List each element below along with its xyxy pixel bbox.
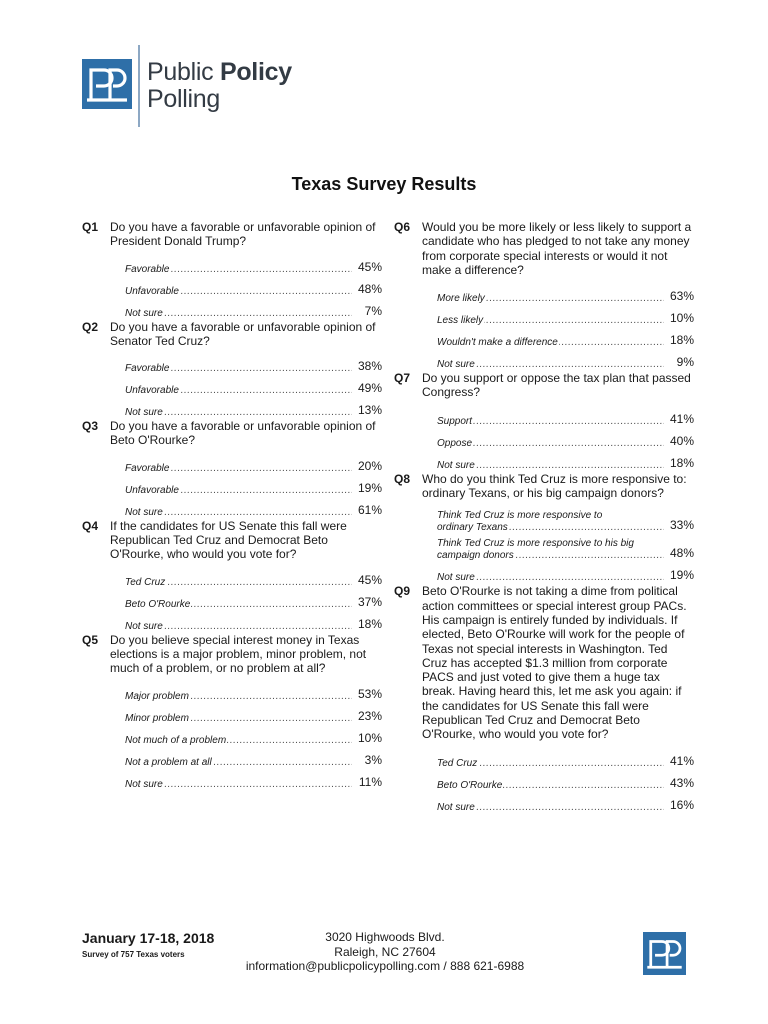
- answer-label: [125, 779, 352, 791]
- answer-label-text: Favorable: [125, 263, 170, 275]
- question-header: [394, 584, 694, 741]
- question-number: Q3: [82, 419, 99, 434]
- answer-label: [437, 802, 664, 814]
- answer-label: [437, 337, 664, 349]
- answer-row: [437, 327, 694, 349]
- answer-label: [125, 691, 352, 703]
- answer-row: [125, 298, 382, 320]
- answer-label-text: Not sure: [125, 407, 163, 419]
- answer-label: [125, 507, 352, 519]
- answer-percentage: 40%: [664, 434, 694, 448]
- answer-percentage: 9%: [664, 355, 694, 369]
- answer-label-text: Not sure: [437, 572, 475, 584]
- answer-label-text: Unfavorable: [125, 285, 179, 297]
- logo-word-public: Public: [147, 58, 214, 86]
- answer-label-text: Beto O'Rourke: [437, 779, 503, 791]
- answer-row: [125, 254, 382, 276]
- answer-label: [125, 264, 352, 276]
- answer-list: [125, 353, 382, 419]
- answer-label: [125, 599, 352, 611]
- answer-row: [125, 353, 382, 375]
- question-text: Beto O'Rourke is not taking a dime from political action committees or special interest group PACs. His campaign is entirely funded by individuals. If elected, Beto O'Rourke will work for the people of Texas not special interests in Washington. Ted Cruz has accepted $1.3 million from corporate PACS and just voted to give them a huge tax break. Having heard this, let me ask you again: if the candidates for US Senate this fall were Republican Ted Cruz and Democrat Beto O'Rourke, who would you vote for?: [422, 584, 687, 742]
- answer-row: [437, 534, 694, 562]
- answer-row: [125, 703, 382, 725]
- answer-label: [125, 363, 352, 375]
- answer-label-text: Not sure: [437, 801, 475, 813]
- answer-label: [125, 485, 352, 497]
- ppp-logo-mark-icon: [82, 59, 132, 109]
- answer-label-text: Not sure: [125, 620, 163, 632]
- question-q1: [82, 220, 382, 320]
- answer-label: [125, 308, 352, 320]
- question-number: Q4: [82, 518, 99, 533]
- answer-label: [125, 407, 352, 419]
- answer-list: [125, 681, 382, 791]
- answer-percentage: 41%: [664, 754, 694, 768]
- right-column: [394, 220, 694, 814]
- answer-label: [437, 572, 664, 584]
- answer-row: [437, 406, 694, 428]
- question-q6: [394, 220, 694, 371]
- answer-row: [125, 589, 382, 611]
- logo-word-policy: Policy: [219, 58, 292, 86]
- answer-row: [125, 567, 382, 589]
- answer-label-text: Not much of a problem: [125, 734, 227, 746]
- answer-list: [125, 453, 382, 519]
- question-header: [82, 519, 382, 562]
- question-number: Q9: [394, 584, 411, 599]
- answer-row: [125, 453, 382, 475]
- answer-label-line-2: ordinary Texans: [437, 522, 508, 534]
- answer-label-text: Wouldn't make a difference: [437, 337, 558, 349]
- footer-address: [220, 930, 550, 974]
- answer-label-text: Unfavorable: [125, 385, 179, 397]
- question-number: Q6: [394, 220, 411, 234]
- answer-percentage: 48%: [664, 546, 694, 560]
- answer-percentage: 45%: [352, 260, 382, 274]
- answer-label: [125, 463, 352, 475]
- answer-label: [437, 460, 664, 472]
- answer-percentage: 23%: [352, 709, 382, 723]
- answer-percentage: 48%: [352, 282, 382, 296]
- answer-row: [125, 276, 382, 298]
- answer-percentage: 43%: [664, 776, 694, 790]
- question-text: Do you have a favorable or unfavorable opinion of Beto O'Rourke?: [110, 419, 376, 448]
- answer-percentage: 41%: [664, 412, 694, 426]
- answer-row: [437, 283, 694, 305]
- question-header: [394, 371, 694, 400]
- question-text: Do you have a favorable or unfavorable opinion of Senator Ted Cruz?: [110, 319, 376, 348]
- answer-label-text: Not sure: [437, 359, 475, 371]
- answer-label-text: Support: [437, 415, 473, 427]
- answer-label-text: Not sure: [125, 778, 163, 790]
- answer-percentage: 13%: [352, 403, 382, 417]
- question-header: [82, 220, 382, 249]
- answer-label-text: Favorable: [125, 462, 170, 474]
- answer-percentage: 61%: [352, 503, 382, 517]
- answer-label-text: Ted Cruz: [125, 576, 166, 588]
- answer-label: [125, 735, 352, 747]
- answer-label-text: Unfavorable: [125, 484, 179, 496]
- answer-row: [125, 611, 382, 633]
- address-line-2: Raleigh, NC 27604: [334, 944, 436, 959]
- left-column: [82, 220, 382, 791]
- footer-ppp-logo-icon: [643, 932, 686, 975]
- answer-percentage: 45%: [352, 573, 382, 587]
- question-number: Q1: [82, 220, 99, 234]
- answer-list: [437, 506, 694, 584]
- answer-row: [437, 792, 694, 814]
- answer-label-text: Not a problem at all: [125, 756, 212, 768]
- answer-label-text: Major problem: [125, 690, 189, 702]
- answer-row: [125, 769, 382, 791]
- ppp-logo: [82, 45, 292, 127]
- answer-percentage: 18%: [664, 456, 694, 470]
- question-q2: [82, 320, 382, 420]
- logo-wordmark: [147, 59, 292, 113]
- question-q9: [394, 584, 694, 813]
- address-line-1: 3020 Highwoods Blvd.: [325, 930, 445, 944]
- answer-label-text: Favorable: [125, 363, 170, 375]
- answer-row: [125, 725, 382, 747]
- answer-percentage: 49%: [352, 381, 382, 395]
- answer-row: [437, 562, 694, 584]
- answer-percentage: 18%: [352, 617, 382, 631]
- answer-label: [437, 538, 664, 562]
- answer-label-line-1: Think Ted Cruz is more responsive to his big: [437, 538, 664, 550]
- answer-percentage: 18%: [664, 333, 694, 347]
- question-text: If the candidates for US Senate this fall were Republican Ted Cruz and Democrat Beto O'Rourke, who would you vote for?: [110, 518, 347, 562]
- answer-percentage: 53%: [352, 687, 382, 701]
- answer-percentage: 37%: [352, 595, 382, 609]
- question-header: [394, 220, 694, 277]
- answer-label: [437, 758, 664, 770]
- answer-label: [437, 438, 664, 450]
- answer-percentage: 7%: [352, 304, 382, 318]
- answer-percentage: 16%: [664, 798, 694, 812]
- question-header: [82, 419, 382, 448]
- answer-label-text: Less likely: [437, 315, 484, 327]
- answer-percentage: 33%: [664, 518, 694, 532]
- answer-label: [437, 315, 664, 327]
- question-text: Do you have a favorable or unfavorable opinion of President Donald Trump?: [110, 220, 376, 249]
- answer-label-text: Minor problem: [125, 712, 189, 724]
- answer-row: [125, 397, 382, 419]
- answer-label: [437, 416, 664, 428]
- question-text: Do you support or oppose the tax plan that passed Congress?: [422, 371, 691, 400]
- question-header: [82, 633, 382, 676]
- answer-percentage: 19%: [352, 481, 382, 495]
- question-q3: [82, 419, 382, 519]
- question-q5: [82, 633, 382, 791]
- answer-label: [125, 757, 352, 769]
- answer-percentage: 63%: [664, 289, 694, 303]
- answer-label: [125, 577, 352, 589]
- answer-label: [125, 385, 352, 397]
- answer-row: [437, 506, 694, 534]
- answer-label: [437, 293, 664, 305]
- answer-list: [437, 283, 694, 371]
- answer-label-text: More likely: [437, 293, 485, 305]
- answer-row: [125, 681, 382, 703]
- answer-label-text: Not sure: [437, 459, 475, 471]
- question-number: Q5: [82, 632, 99, 647]
- answer-label: [125, 713, 352, 725]
- question-text: Who do you think Ted Cruz is more responsive to: ordinary Texans, or his big campaign donors?: [422, 471, 687, 501]
- answer-row: [437, 349, 694, 371]
- answer-label: [437, 780, 664, 792]
- question-text: Do you believe special interest money in Texas elections is a major problem, minor problem, not much of a problem, or no problem at all?: [110, 632, 367, 676]
- answer-percentage: 3%: [352, 753, 382, 767]
- answer-label-line-1: Think Ted Cruz is more responsive to: [437, 510, 664, 522]
- question-header: [82, 320, 382, 349]
- question-q7: [394, 371, 694, 472]
- answer-row: [125, 747, 382, 769]
- question-number: Q7: [394, 371, 411, 386]
- answer-list: [125, 567, 382, 633]
- page-title: Texas Survey Results: [291, 174, 477, 194]
- logo-divider: [138, 45, 140, 127]
- answer-label: [125, 286, 352, 298]
- answer-row: [437, 305, 694, 327]
- answer-list: [437, 406, 694, 472]
- answer-percentage: 11%: [352, 775, 382, 789]
- question-header: [394, 472, 694, 501]
- answer-label-text: Beto O'Rourke: [125, 598, 191, 610]
- answer-label: [125, 621, 352, 633]
- logo-word-polling: Polling: [147, 85, 220, 113]
- question-text: Would you be more likely or less likely to support a candidate who has pledged to not take any money from corporate special interests or would it not make a difference?: [422, 220, 692, 277]
- question-number: Q2: [82, 319, 99, 334]
- answer-row: [437, 748, 694, 770]
- answer-label: [437, 510, 664, 534]
- answer-row: [125, 475, 382, 497]
- answer-list: [437, 748, 694, 814]
- question-q8: [394, 472, 694, 585]
- answer-row: [437, 450, 694, 472]
- answer-row: [437, 428, 694, 450]
- answer-label-text: Oppose: [437, 437, 473, 449]
- answer-label: [437, 359, 664, 371]
- answer-percentage: 38%: [352, 359, 382, 373]
- answer-label-text: Ted Cruz: [437, 757, 478, 769]
- answer-row: [437, 770, 694, 792]
- footer-sample-size: Survey of 757 Texas voters: [82, 950, 185, 959]
- answer-row: [125, 497, 382, 519]
- answer-percentage: 20%: [352, 459, 382, 473]
- answer-row: [125, 375, 382, 397]
- footer-date: January 17-18, 2018: [82, 930, 215, 946]
- answer-percentage: 19%: [664, 568, 694, 582]
- question-q4: [82, 519, 382, 633]
- contact-line: information@publicpolicypolling.com / 888 621-6988: [245, 959, 525, 973]
- answer-percentage: 10%: [664, 311, 694, 325]
- answer-list: [125, 254, 382, 320]
- answer-label-text: Not sure: [125, 506, 163, 518]
- question-number: Q8: [394, 471, 411, 486]
- answer-label-line-2: campaign donors: [437, 550, 514, 562]
- answer-percentage: 10%: [352, 731, 382, 745]
- answer-label-text: Not sure: [125, 307, 163, 319]
